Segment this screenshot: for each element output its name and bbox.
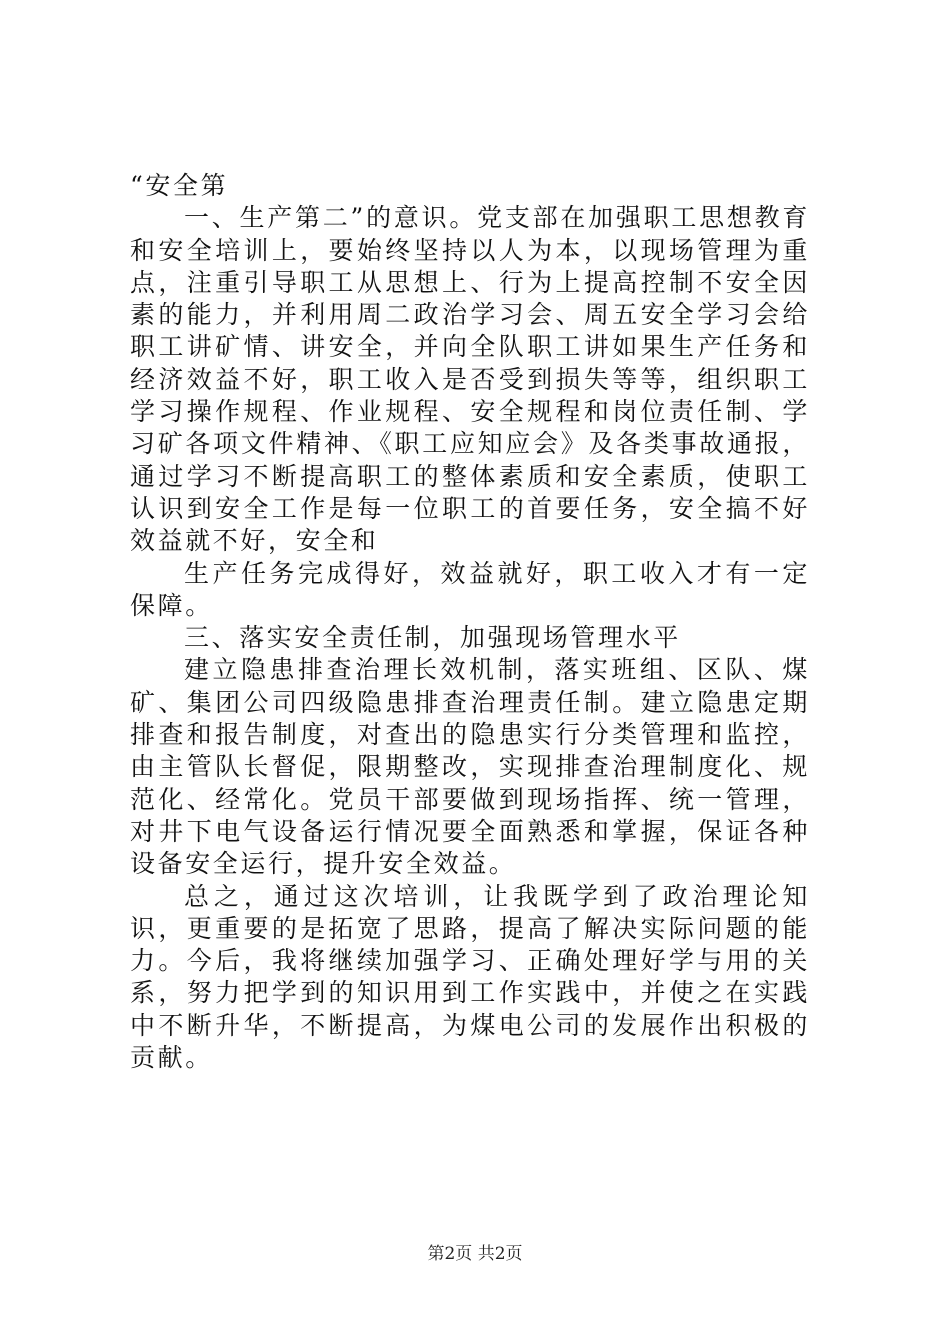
page-footer — [0, 1244, 950, 1264]
page-number: 第2页 共2页 — [427, 1244, 523, 1264]
paragraph-hazard-mechanism: 建立隐患排查治理长效机制，落实班组、区队、煤矿、集团公司四级隐患排查治理责任制。建立隐患定期排查和报告制度，对查出的隐患实行分类管理和监控，由主管队长督促，限期整改，实现排查治理制度化、规范化、经常化。党员干部要做到现场指挥、统一管理，对井下电气设备运行情况要全面熟悉和掌握，保证各种设备安全运行，提升安全效益。 — [130, 655, 810, 879]
document-body — [130, 170, 810, 1074]
paragraph-heading-fragment: “安全第 — [130, 171, 229, 200]
paragraph-conclusion: 总之，通过这次培训，让我既学到了政治理论知识，更重要的是拓宽了思路，提高了解决实际问题的能力。今后，我将继续加强学习、正确处理好学与用的关系，努力把学到的知识用到工作实践中，并使之在实践中不断升华，不断提高，为煤电公司的发展作出积极的贡献。 — [130, 881, 810, 1073]
section-heading-responsibility: 三、落实安全责任制，加强现场管理水平 — [184, 623, 681, 653]
paragraph-safety-awareness: 一、生产第二”的意识。党支部在加强职工思想教育和安全培训上，要始终坚持以人为本，以现场管理为重点，注重引导职工从思想上、行为上提高控制不安全因素的能力，并利用周二政治学习会、周五安全学习会给职工讲矿情、讲安全，并向全队职工讲如果生产任务和经济效益不好，职工收入是否受到损失等等，组织职工学习操作规程、作业规程、安全规程和岗位责任制、学习矿各项文件精神、《职工应知应会》及各类事故通报，通过学习不断提高职工的整体素质和安全素质，使职工认识到安全工作是每一位职工的首要任务，安全搞不好效益就不好，安全和 — [130, 203, 810, 556]
paragraph-production-tasks: 生产任务完成得好，效益就好，职工收入才有一定保障。 — [130, 558, 810, 620]
